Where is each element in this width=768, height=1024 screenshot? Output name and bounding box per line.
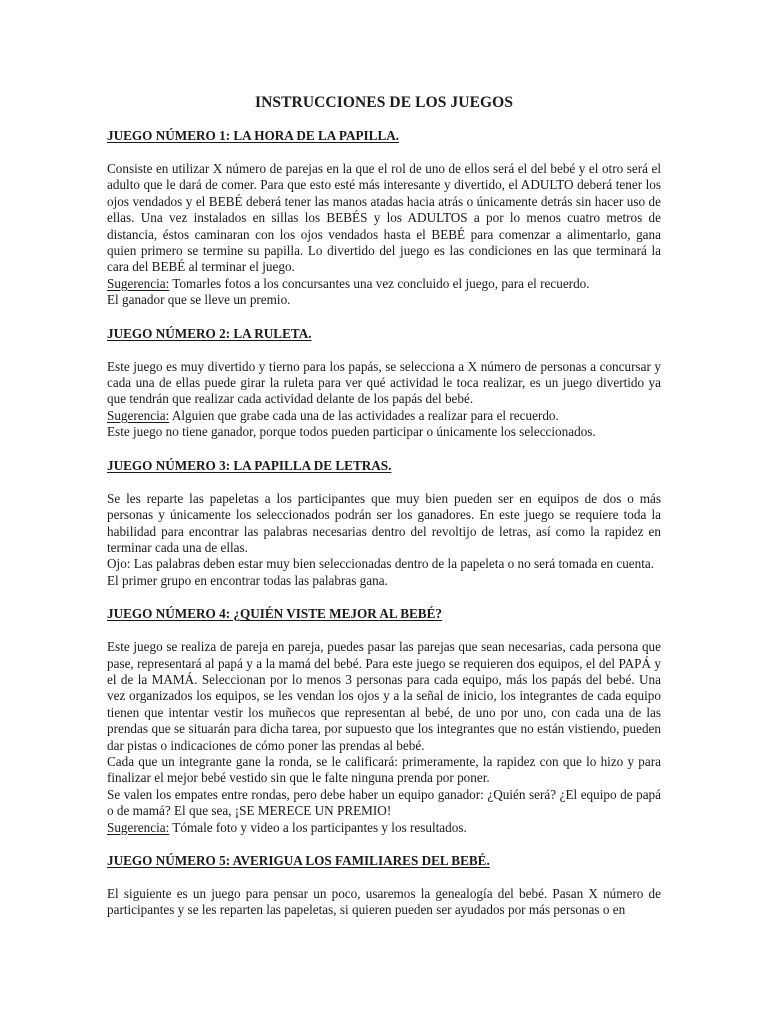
section-paragraph: Este juego es muy divertido y tierno para los papás, se selecciona a X número de personas a concursar y cada una de ellas puede girar la ruleta para ver qué actividad le toca realizar, es un juego divertido ya que tendrán que realizar cada actividad delante de los papás del bebé.	[107, 358, 661, 407]
suggestion-text: Tómale foto y video a los participantes y los resultados.	[169, 819, 467, 835]
suggestion-line	[107, 276, 661, 292]
section-paragraph: Se les reparte las papeletas a los participantes que muy bien pueden ser en equipos de dos o más personas y únicamente los seleccionados podrán ser los ganadores. En este juego se requiere toda la habilidad para encontrar las palabras necesarias dentro del revoltijo de letras, así como la rapidez en terminar cada una de ellas.	[107, 490, 661, 555]
suggestion-text: Alguien que grabe cada una de las actividades a realizar para el recuerdo.	[169, 407, 559, 423]
game-section-2	[107, 326, 661, 441]
section-heading: JUEGO NÚMERO 1: LA HORA DE LA PAPILLA.	[107, 128, 400, 143]
game-section-1	[107, 128, 661, 309]
document-title: INSTRUCCIONES DE LOS JUEGOS	[254, 94, 514, 111]
game-section-4	[107, 606, 661, 836]
closing-line: Este juego no tiene ganador, porque todos pueden participar o únicamente los seleccionados.	[107, 424, 596, 440]
suggestion-text: Tomarles fotos a los concursantes una vez concluido el juego, para el recuerdo.	[169, 275, 590, 291]
section-heading: JUEGO NÚMERO 4: ¿QUIÉN VISTE MEJOR AL BEBÉ?	[107, 606, 442, 622]
note-paragraph: Ojo: Las palabras deben estar muy bien seleccionadas dentro de la papeleta o no será tomada en cuenta.	[107, 556, 655, 572]
section-paragraph: Este juego se realiza de pareja en pareja, puedes pasar las parejas que sean necesarias, cada persona que pase, representará al papá y a la mamá del bebé. Para este juego se requieren dos equipos, el del PAPÁ y el de la MAMÁ. Seleccionan por lo menos 3 personas para cada equipo, más los papás del bebé. Una vez organizados los equipos, se les vendan los ojos y a la señal de inicio, los integrantes de cada equipo tienen que intentar vestir los muñecos que representan al bebé, de uno por uno, con cada una de las prendas que se situarán para dicha tarea, por supuesto que los integrantes que no están vistiendo, pueden dar pistas o indicaciones de cómo poner las prendas al bebé.	[107, 639, 661, 753]
section-heading: JUEGO NÚMERO 3: LA PAPILLA DE LETRAS.	[107, 457, 392, 473]
suggestion-line	[107, 408, 661, 424]
section-heading: JUEGO NÚMERO 2: LA RULETA.	[107, 325, 312, 341]
game-section-3	[107, 458, 661, 589]
closing-line: El primer grupo en encontrar todas las palabras gana.	[107, 572, 388, 588]
closing-line: El ganador que se lleve un premio.	[107, 292, 291, 308]
section-paragraph: Consiste en utilizar X número de parejas en la que el rol de uno de ellos será el del bebé y el otro será el adulto que le dará de comer. Para que esto esté más interesante y divertido, el ADULTO deberá tener los ojos vendados y el BEBÉ deberá tener las manos atadas hacia atrás o únicamente detrás sin hacer uso de ellas. Una vez instalados en sillas los BEBÉS y los ADULTOS a por lo menos cuatro metros de distancia, éstos caminaran con los ojos vendados hasta el BEBÉ para comenzar a alimentarlo, gana quien primero se termine su papilla. Lo divertido del juego es las condiciones en las que terminará la cara del BEBÉ al terminar el juego.	[107, 161, 661, 275]
suggestion-label: Sugerencia:	[107, 407, 170, 423]
section-heading: JUEGO NÚMERO 5: AVERIGUA LOS FAMILIARES DEL BEBÉ.	[107, 853, 490, 868]
section-paragraph-2: Cada que un integrante gane la ronda, se le calificará: primeramente, la rapidez con que lo hizo y para finalizar el mejor bebé vestido sin que le falte ninguna prenda por poner.	[107, 753, 661, 786]
section-paragraph: El siguiente es un juego para pensar un poco, usaremos la genealogía del bebé. Pasan X número de participantes y se les reparten las papeletas, si quieren pueden ser ayudados por más personas o en	[107, 886, 661, 918]
suggestion-label: Sugerencia:	[107, 819, 170, 835]
game-section-5	[107, 853, 661, 919]
suggestion-label: Sugerencia:	[107, 275, 170, 291]
section-paragraph-3: Se valen los empates entre rondas, pero debe haber un equipo ganador: ¿Quién será? ¿El equipo de papá o de mamá? El que sea, ¡SE MERECE UN PREMIO!	[107, 786, 661, 819]
suggestion-line	[107, 820, 661, 836]
